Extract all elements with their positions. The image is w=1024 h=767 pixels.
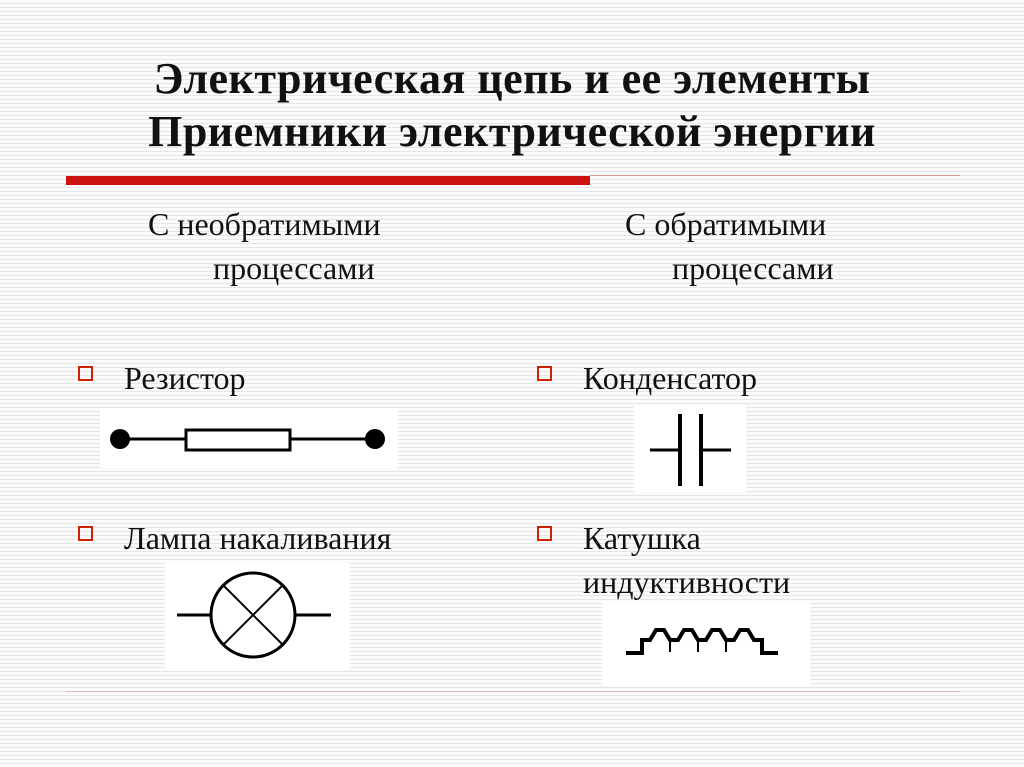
- bullet-square-icon: [78, 366, 93, 381]
- left-column-heading-line-2: процессами: [213, 250, 375, 286]
- bottom-divider-line: [66, 691, 960, 692]
- bullet-square-icon: [537, 366, 552, 381]
- right-column-heading-line-1: С обратимыми: [625, 206, 827, 242]
- title-divider-line: [590, 175, 960, 176]
- bullet-square-icon: [78, 526, 93, 541]
- slide-title-line-2: Приемники электрической энергии: [148, 107, 876, 156]
- slide-title-line-1: Электрическая цепь и ее элементы: [153, 54, 871, 103]
- title-accent-bar: [66, 176, 590, 185]
- slide-title: [0, 52, 1024, 158]
- resistor-label: Резистор: [124, 360, 246, 396]
- right-column-heading-line-2: процессами: [672, 250, 834, 286]
- left-column-heading-line-1: С необратимыми: [148, 206, 381, 242]
- inductor-label-line-1: Катушка: [583, 520, 701, 556]
- resistor-symbol-icon: [100, 408, 398, 468]
- capacitor-symbol-icon: [634, 406, 746, 492]
- inductor-label-line-2: индуктивности: [583, 564, 791, 600]
- lamp-label: Лампа накаливания: [124, 520, 392, 556]
- bullet-square-icon: [537, 526, 552, 541]
- lamp-symbol-icon: [165, 563, 350, 669]
- inductor-symbol-icon: [602, 602, 810, 686]
- capacitor-label: Конденсатор: [583, 360, 758, 396]
